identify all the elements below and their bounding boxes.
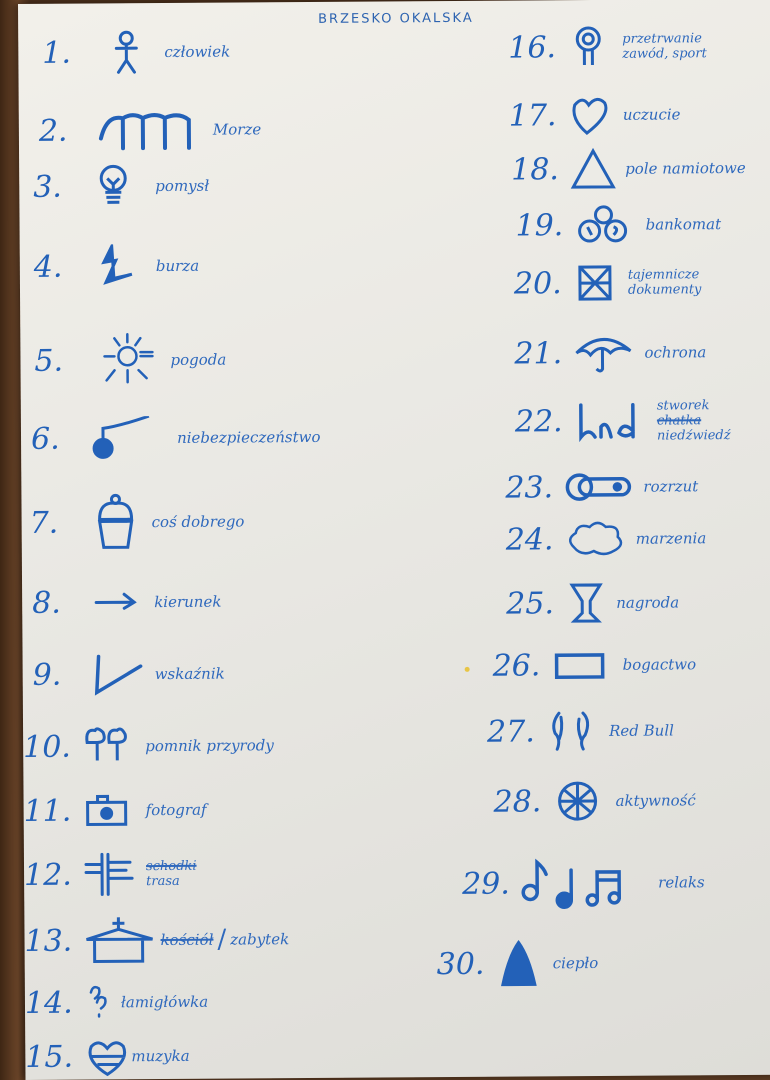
- struck-label: kościół: [160, 930, 214, 950]
- entry-label-line2: dokumenty: [627, 282, 702, 298]
- legend-entry-26: [492, 641, 696, 688]
- entry-number: 18.: [511, 151, 560, 188]
- entry-number: 27.: [486, 713, 535, 750]
- entry-number: 8.: [32, 585, 61, 621]
- entry-number: 19.: [515, 207, 564, 244]
- entry-number: 17.: [508, 97, 557, 134]
- entry-label: relaks: [658, 873, 705, 892]
- entry-label: przetrwanie: [622, 31, 702, 47]
- legend-entry-4: [34, 243, 200, 290]
- entry-label: uczucie: [622, 105, 681, 124]
- entry-number: 24.: [505, 521, 554, 558]
- entry-number: 4.: [33, 249, 63, 285]
- entry-number: 29.: [462, 866, 510, 902]
- entry-number: 22.: [514, 403, 563, 440]
- wings-icon: [545, 709, 601, 753]
- legend-entry-3: [33, 163, 209, 210]
- entry-label: pole namiotowe: [625, 158, 746, 178]
- legend-entry-13: 13. kościół / zabytek: [24, 916, 289, 964]
- bomb-icon: [89, 416, 169, 461]
- entry-label: pomysł: [155, 176, 210, 196]
- entry-number: 6.: [30, 421, 60, 457]
- struck-label: schodki: [145, 858, 197, 875]
- entry-label-line2: zawód, sport: [622, 46, 707, 62]
- legend-entry-30: [437, 940, 599, 987]
- entry-label: Red Bull: [609, 721, 674, 740]
- legend-entry-27: [487, 707, 674, 754]
- legend-entry-23: [505, 463, 698, 510]
- entry-label: bogactwo: [622, 655, 697, 674]
- heart-icon: [567, 93, 615, 137]
- entry-number: 21.: [514, 335, 563, 372]
- entry-number: 13.: [24, 923, 73, 959]
- ball-icon: [551, 779, 607, 823]
- legend-entry-18: [511, 145, 746, 193]
- stick-figure-icon: [100, 30, 156, 74]
- entry-number: 12.: [23, 857, 72, 893]
- entry-label: trasa: [146, 873, 180, 890]
- entry-label: bankomat: [645, 215, 722, 234]
- entry-number: 9.: [32, 657, 62, 693]
- legend-entry-11: [23, 787, 206, 834]
- light-bulb-icon: [91, 164, 147, 208]
- legend-entry-29: [462, 859, 705, 907]
- crossed-box-icon: [572, 261, 620, 305]
- entry-number: 5.: [34, 343, 64, 379]
- entry-number: 2.: [38, 113, 68, 149]
- entry-label: ochrona: [644, 343, 707, 362]
- entry-label: tajemnicze: [627, 267, 700, 283]
- entry-label-line2: niedźwiedź: [656, 427, 731, 444]
- entry-label: fotograf: [145, 800, 207, 820]
- trophy-icon: [564, 581, 608, 625]
- entry-label: stworek: [656, 397, 710, 414]
- key-icon: [563, 465, 635, 510]
- entry-number: 10.: [23, 729, 72, 765]
- legend-entry-1: [42, 29, 230, 76]
- entry-label: wskaźnik: [154, 664, 225, 684]
- legend-entry-17: [509, 91, 681, 138]
- entry-label: coś dobrego: [151, 512, 245, 532]
- entry-number: 1.: [42, 35, 72, 71]
- entry-number: 30.: [436, 946, 485, 982]
- legend-entry-2: [39, 106, 262, 154]
- coins-icon: [573, 203, 637, 247]
- legend-entry-12: [24, 851, 197, 898]
- entry-label: niebezpieczeństwo: [176, 427, 321, 447]
- entry-number: 28.: [493, 783, 542, 820]
- yellow-speck: [465, 667, 470, 672]
- entry-label: Morze: [212, 120, 262, 139]
- entry-label: nagroda: [616, 593, 680, 612]
- legend-entry-9: [33, 651, 225, 698]
- sun-icon: [92, 330, 162, 390]
- heart-pin-icon: [83, 1034, 131, 1078]
- entry-number: 25.: [506, 585, 555, 622]
- entry-label: muzyka: [131, 1046, 190, 1066]
- entry-label: człowiek: [164, 42, 231, 61]
- legend-entry-15: [25, 1033, 190, 1080]
- entry-label: pomnik przyrody: [145, 736, 274, 756]
- legend-entry-6: [31, 414, 321, 462]
- entry-label: rozrzut: [643, 477, 699, 496]
- legend-entry-19: [515, 201, 721, 248]
- entry-number: 23.: [505, 469, 554, 506]
- entry-label: marzenia: [635, 529, 707, 548]
- entry-number: 20.: [513, 265, 562, 302]
- entry-label: aktywność: [615, 791, 696, 810]
- signpost-icon: [82, 852, 138, 896]
- entry-label: pogoda: [170, 350, 227, 369]
- waves-icon: [97, 108, 205, 153]
- handwritten-sheet: [18, 0, 770, 1080]
- cloud-icon: [564, 517, 628, 561]
- legend-entry-21: [514, 329, 706, 376]
- legend-entry-24: [506, 515, 707, 562]
- entry-label: łamigłówka: [120, 992, 209, 1012]
- entry-label: kierunek: [154, 592, 222, 612]
- entry-number: 14.: [24, 985, 73, 1021]
- triangle-icon: [569, 147, 617, 191]
- pin-icon: [566, 25, 614, 69]
- rectangle-icon: [550, 643, 614, 687]
- entry-number: 3.: [33, 169, 63, 205]
- legend-entry-28: [493, 777, 695, 824]
- question-marks-icon: [83, 980, 113, 1024]
- entry-label: zabytek: [230, 930, 290, 949]
- entry-number: 15.: [25, 1039, 74, 1075]
- entry-number: 11.: [23, 793, 72, 829]
- struck-label: chatka: [656, 412, 702, 429]
- cupcake-icon: [87, 493, 143, 551]
- flame-icon: [495, 938, 545, 988]
- bnd-scribble-icon: [573, 399, 649, 444]
- entry-number: 7.: [29, 505, 59, 541]
- tree-icon: [81, 724, 137, 768]
- angle-icon: [91, 652, 147, 696]
- lightning-icon: [92, 244, 148, 288]
- house-icon: [82, 915, 156, 966]
- legend-entry-7: [29, 498, 244, 545]
- legend-entry-16: [508, 23, 707, 70]
- legend-entry-8: [32, 579, 222, 626]
- umbrella-icon: [572, 331, 636, 375]
- arrow-icon: [90, 580, 146, 624]
- entry-label: ciepło: [552, 953, 599, 973]
- entry-number: 26.: [492, 647, 541, 684]
- entry-number: 16.: [508, 29, 557, 66]
- legend-entry-5: [34, 337, 226, 384]
- sheet-title: BRZESKO OKALSKA: [318, 10, 474, 27]
- legend-entry-10: [23, 722, 274, 770]
- entry-label: burza: [155, 256, 200, 276]
- legend-entry-22: [515, 397, 731, 445]
- legend-entry-14: [25, 979, 209, 1026]
- legend-entry-20: [514, 259, 702, 306]
- music-notes-icon: [520, 856, 650, 911]
- legend-entry-25: [506, 579, 679, 626]
- camera-icon: [81, 788, 137, 832]
